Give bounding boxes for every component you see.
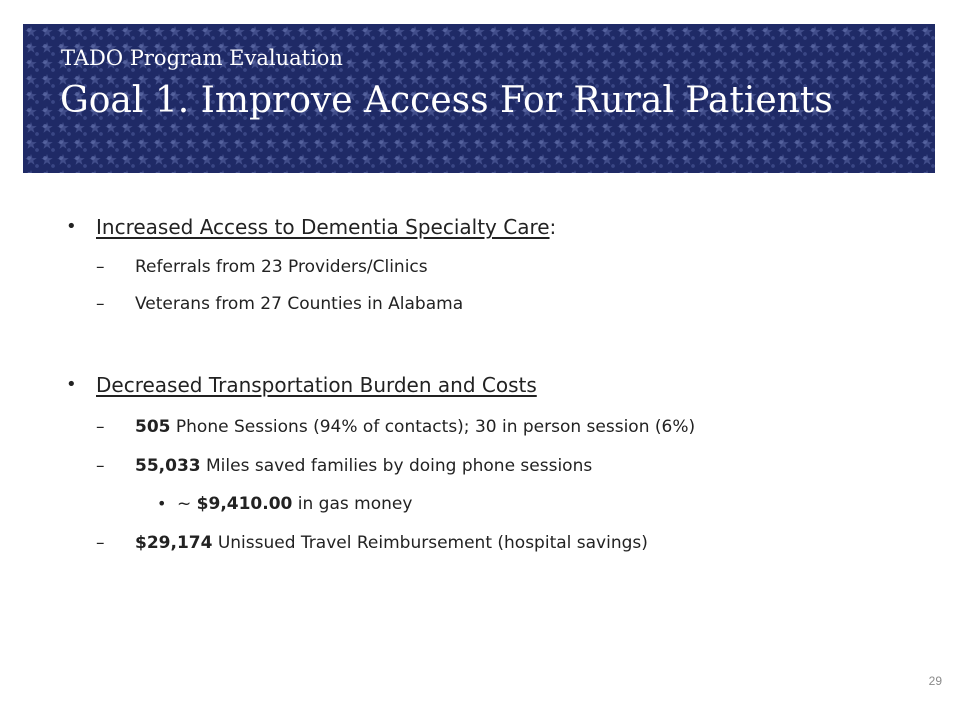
section-heading-access bbox=[96, 215, 556, 239]
list-item-phone-sessions bbox=[135, 417, 695, 437]
section-heading-transportation bbox=[96, 373, 537, 397]
dash-icon: – bbox=[96, 417, 105, 437]
stat-value: 55,033 bbox=[135, 456, 201, 476]
list-item-travel-reimbursement bbox=[135, 533, 648, 553]
section-heading-text: Decreased Transportation Burden and Costs bbox=[96, 373, 537, 397]
list-item-veterans: Veterans from 27 Counties in Alabama bbox=[135, 294, 464, 314]
stat-value: 505 bbox=[135, 417, 171, 437]
stat-prefix: ~ bbox=[177, 494, 197, 514]
page-number: 29 bbox=[928, 674, 942, 688]
stat-text: Miles saved families by doing phone sessions bbox=[200, 456, 593, 476]
list-item-gas-money bbox=[177, 494, 412, 514]
list-item-referrals: Referrals from 23 Providers/Clinics bbox=[135, 257, 428, 277]
stat-value: $29,174 bbox=[135, 533, 213, 553]
dash-icon: – bbox=[96, 257, 105, 277]
bullet-icon: • bbox=[66, 216, 77, 237]
list-item-miles-saved bbox=[135, 456, 592, 476]
stat-text: Phone Sessions (94% of contacts); 30 in person session (6%) bbox=[170, 417, 696, 437]
stat-value: $9,410.00 bbox=[196, 494, 293, 514]
dash-icon: – bbox=[96, 533, 105, 553]
dash-icon: – bbox=[96, 294, 105, 314]
section-heading-text: Increased Access to Dementia Specialty Care bbox=[96, 215, 550, 239]
header-subtitle: TADO Program Evaluation bbox=[61, 46, 343, 70]
stat-text: Unissued Travel Reimbursement (hospital savings) bbox=[212, 533, 648, 553]
page-title: Goal 1. Improve Access For Rural Patients bbox=[60, 80, 833, 121]
bullet-icon: • bbox=[66, 374, 77, 395]
stat-text: in gas money bbox=[292, 494, 413, 514]
section-heading-suffix: : bbox=[549, 215, 557, 239]
dash-icon: – bbox=[96, 456, 105, 476]
bullet-icon: • bbox=[157, 494, 167, 513]
